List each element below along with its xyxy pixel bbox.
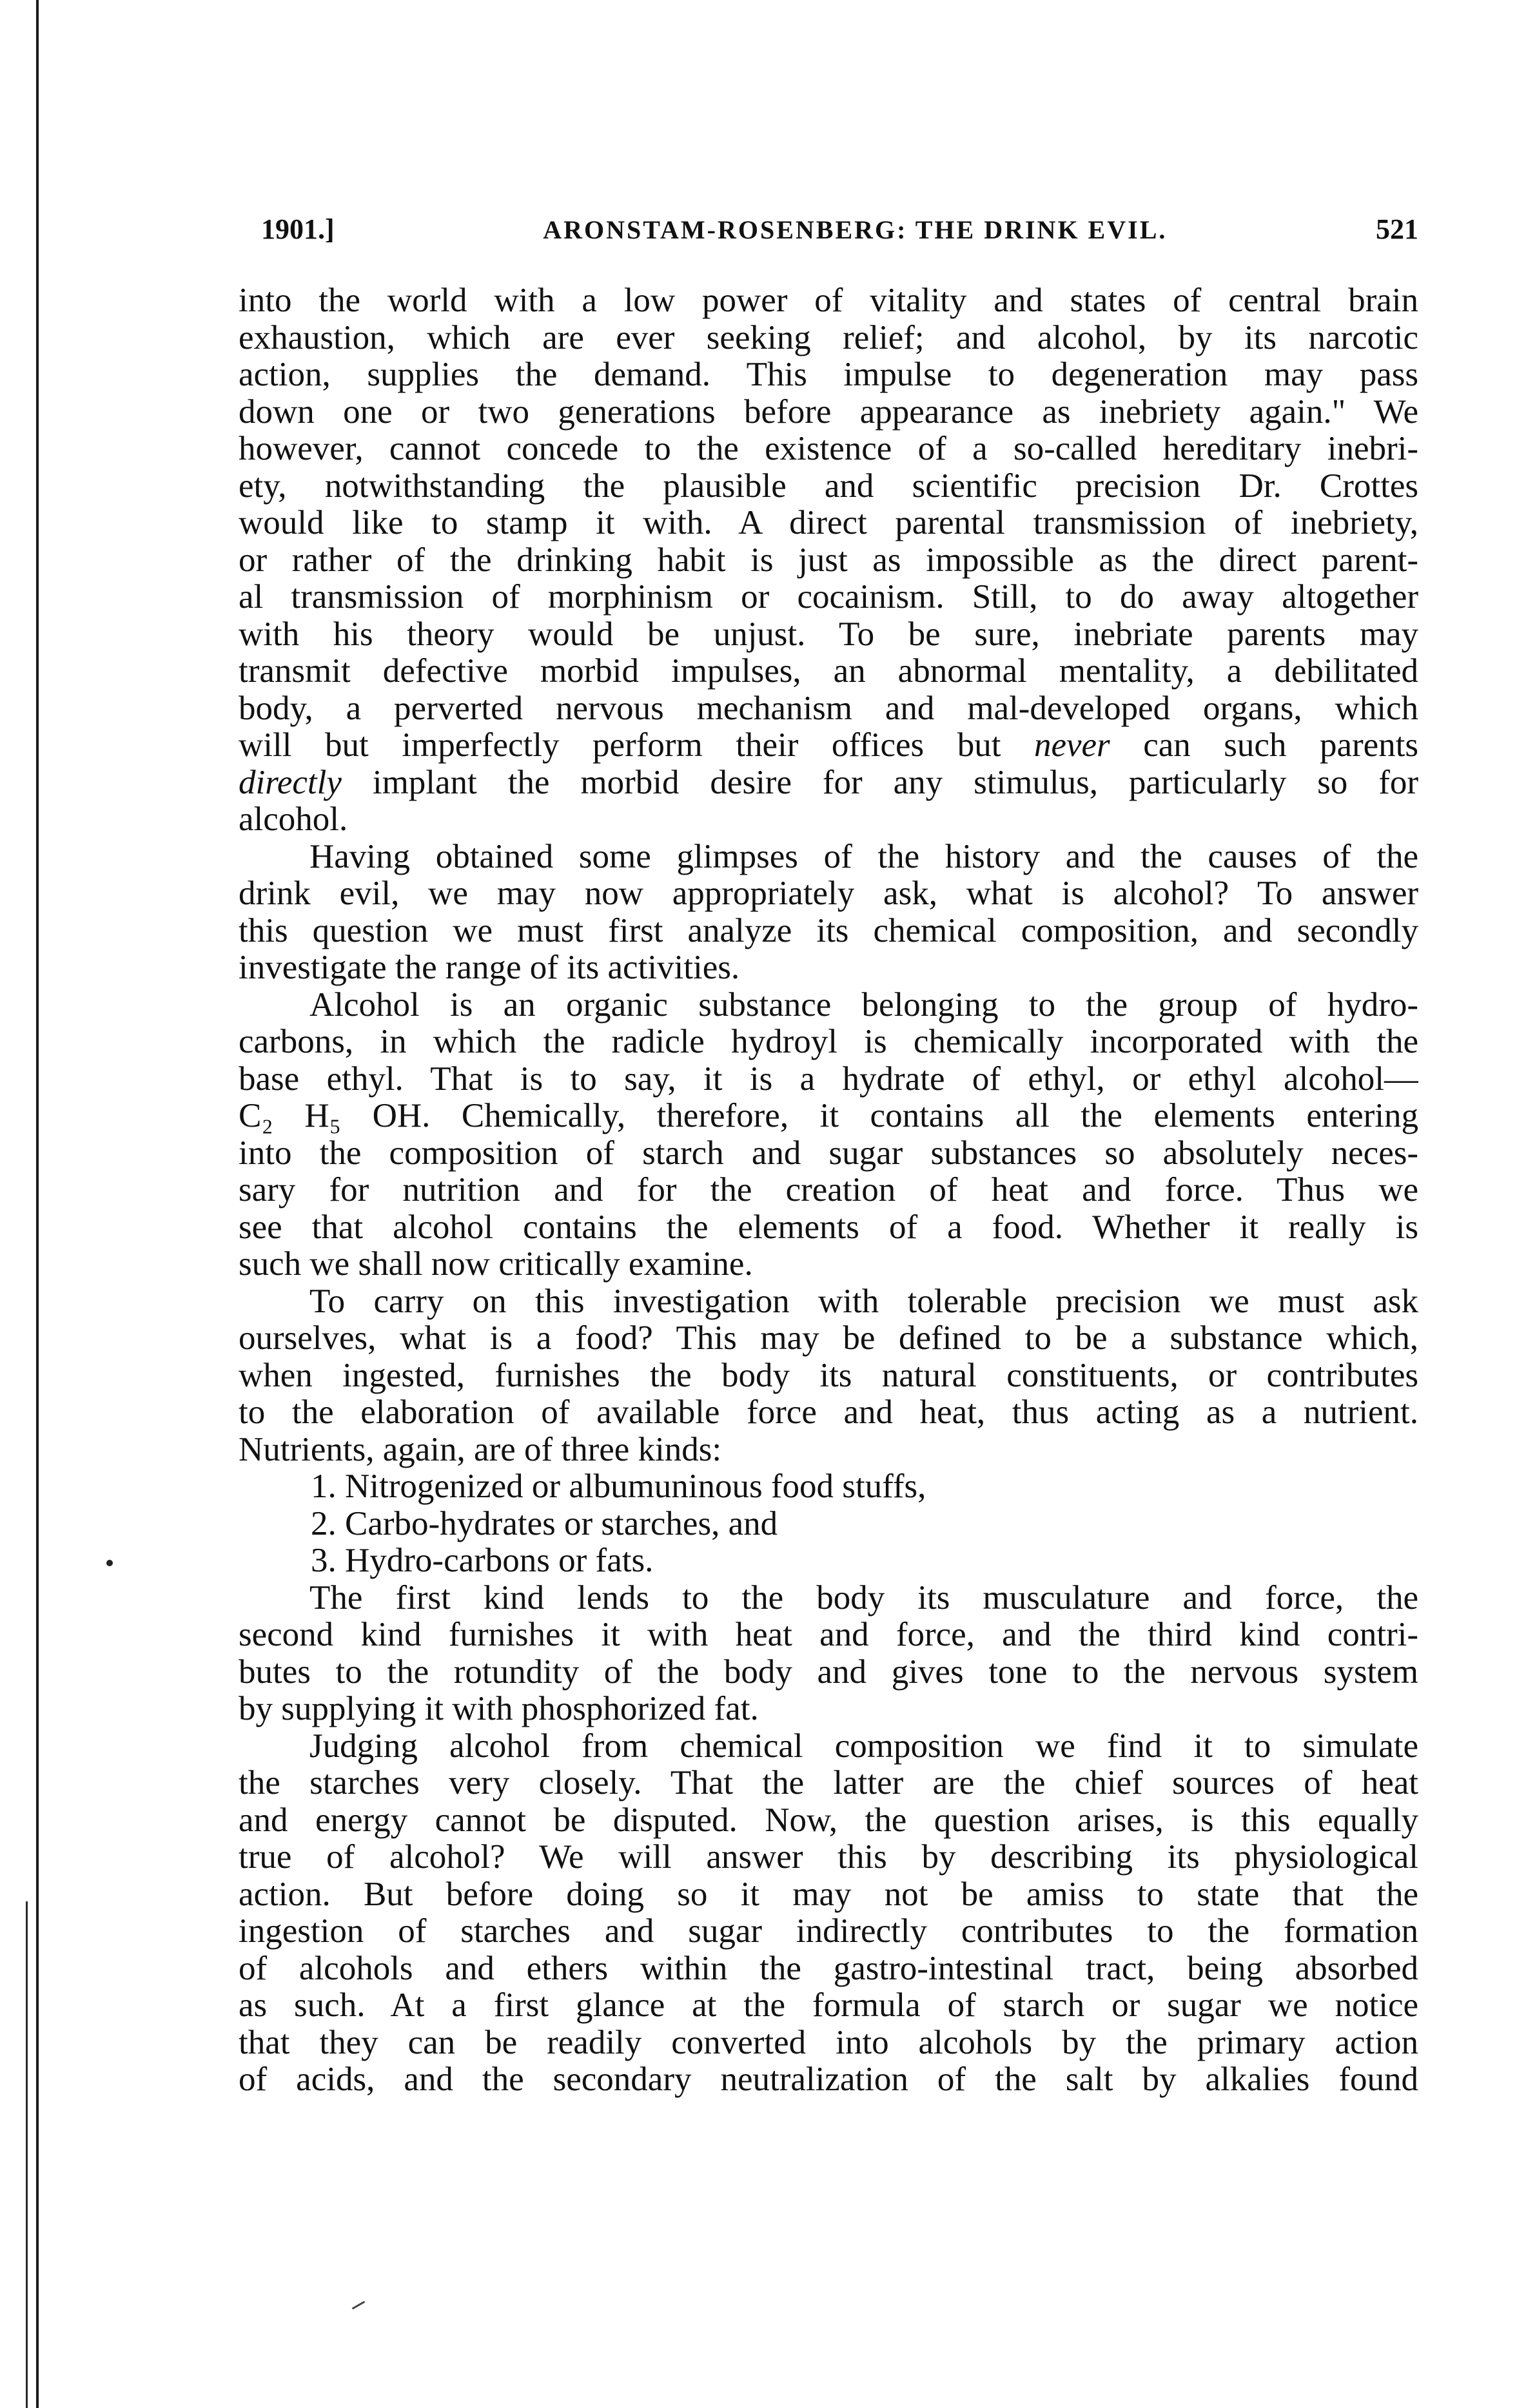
text-line: drink evil, we may now appropriately ask, what is alcohol? To answer	[239, 875, 1418, 912]
text-line: into the world with a low power of vitality and states of central brain	[239, 282, 1418, 319]
text-line: such we shall now critically examine.	[239, 1246, 753, 1283]
text-line: see that alcohol contains the elements of a food. Whether it really is	[239, 1209, 1418, 1246]
text-line: would like to stamp it with. A direct parental transmission of inebriety,	[239, 505, 1418, 541]
text-line: this question we must first analyze its chemical composition, and secondly	[239, 912, 1418, 949]
text-line: exhaustion, which are ever seeking relief; and alcohol, by its narcotic	[239, 319, 1418, 356]
text-line: to the elaboration of available force and heat, thus acting as a nutrient.	[239, 1394, 1418, 1431]
body-text	[239, 282, 1418, 2099]
text-line: of acids, and the secondary neutralization of the salt by alkalies found	[239, 2061, 1418, 2098]
text-line: action, supplies the demand. This impulse to degeneration may pass	[239, 356, 1418, 393]
line-segment: will but imperfectly perform their offices but	[239, 727, 1001, 764]
list-item: 1. Nitrogenized or albumuninous food stuffs,	[311, 1468, 926, 1505]
paragraph-start: The first kind lends to the body its musculature and force, the	[309, 1579, 1418, 1617]
text-line: base ethyl. That is to say, it is a hydrate of ethyl, or ethyl alcohol—	[239, 1060, 1418, 1098]
text-line: ety, notwithstanding the plausible and scientific precision Dr. Crottes	[239, 467, 1418, 505]
text-line: Nutrients, again, are of three kinds:	[239, 1431, 722, 1468]
paragraph-start: Alcohol is an organic substance belonging to the group of hydro-	[309, 986, 1418, 1024]
text-line: however, cannot concede to the existence of a so-called hereditary inebri-	[239, 431, 1418, 467]
text-line: true of alcohol? We will answer this by describing its physiological	[239, 1839, 1418, 1876]
ink-dot	[106, 1560, 113, 1566]
text-line: as such. At a first glance at the formula of starch or sugar we notice	[239, 1987, 1418, 2024]
italic-word: directly	[239, 764, 342, 801]
paragraph-start: Judging alcohol from chemical composition we find it to simulate	[309, 1727, 1418, 1765]
text-line-with-italic	[239, 764, 1418, 802]
header-year: 1901.]	[261, 213, 335, 245]
list-item: 3. Hydro-carbons or fats.	[311, 1542, 654, 1579]
header-title: ARONSTAM-ROSENBERG: THE DRINK EVIL.	[543, 215, 1168, 244]
text-line: carbons, in which the radicle hydroyl is chemically incorporated with the	[239, 1024, 1418, 1060]
text-line: ourselves, what is a food? This may be defined to be a substance which,	[239, 1320, 1418, 1357]
text-line: into the composition of starch and sugar substances so absolutely neces-	[239, 1134, 1418, 1172]
running-head	[261, 213, 1418, 251]
ink-mark	[352, 2301, 366, 2310]
text-line: sary for nutrition and for the creation of heat and force. Thus we	[239, 1172, 1418, 1209]
paragraph-start: To carry on this investigation with tolerable precision we must ask	[309, 1283, 1418, 1320]
text-line: al transmission of morphinism or cocainism. Still, to do away altogether	[239, 579, 1418, 616]
italic-word: never	[1033, 727, 1110, 764]
binding-line-lower	[26, 1901, 28, 2408]
text-line: C₂ H₅ OH. Chemically, therefore, it contains all the elements entering	[239, 1098, 1418, 1134]
paragraph-start: Having obtained some glimpses of the history and the causes of the	[309, 838, 1418, 875]
page-number: 521	[1376, 213, 1418, 245]
text-line: body, a perverted nervous mechanism and mal-developed organs, which	[239, 690, 1418, 727]
text-line: alcohol.	[239, 801, 348, 838]
binding-line	[36, 0, 39, 2408]
text-line: or rather of the drinking habit is just as impossible as the direct parent-	[239, 541, 1418, 579]
text-line: with his theory would be unjust. To be sure, inebriate parents may	[239, 616, 1418, 653]
text-line: of alcohols and ethers within the gastro-intestinal tract, being absorbed	[239, 1950, 1418, 1987]
text-line: second kind furnishes it with heat and force, and the third kind contri-	[239, 1617, 1418, 1653]
list-item: 2. Carbo-hydrates or starches, and	[311, 1505, 778, 1542]
text-line: transmit defective morbid impulses, an abnormal mentality, a debilitated	[239, 653, 1418, 690]
text-line: action. But before doing so it may not be amiss to state that the	[239, 1876, 1418, 1913]
text-line: that they can be readily converted into alcohols by the primary action	[239, 2024, 1418, 2061]
text-line: when ingested, furnishes the body its natural constituents, or contributes	[239, 1357, 1418, 1394]
text-line: and energy cannot be disputed. Now, the question arises, is this equally	[239, 1801, 1418, 1839]
text-line: ingestion of starches and sugar indirectly contributes to the formation	[239, 1913, 1418, 1950]
text-line-with-italic	[239, 727, 1418, 764]
line-segment: can such parents	[1143, 727, 1418, 764]
text-line: the starches very closely. That the latter are the chief sources of heat	[239, 1765, 1418, 1801]
text-line: butes to the rotundity of the body and gives tone to the nervous system	[239, 1653, 1418, 1691]
text-line: by supplying it with phosphorized fat.	[239, 1691, 759, 1727]
text-line: down one or two generations before appearance as inebriety again." We	[239, 393, 1418, 431]
line-segment: implant the morbid desire for any stimulus, particularly so for	[372, 764, 1418, 801]
text-line: investigate the range of its activities.	[239, 949, 740, 986]
